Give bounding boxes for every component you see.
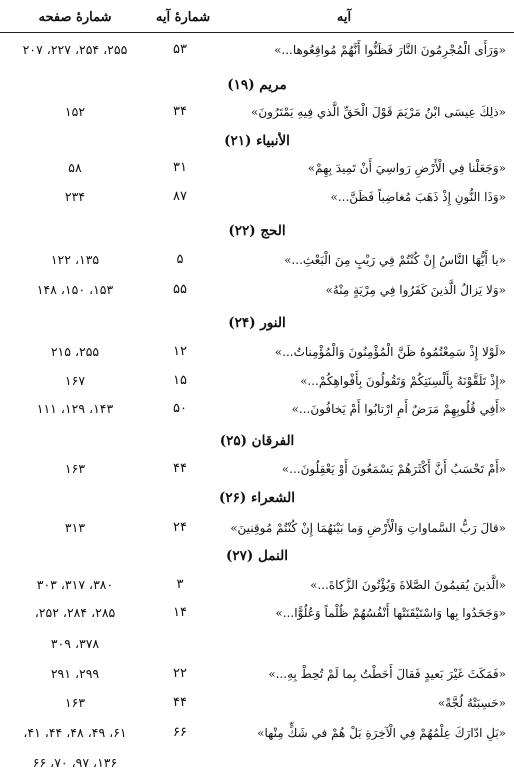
surah-heading: النور (۲۴) <box>228 315 286 331</box>
page-numbers: ۱۵۳، ۱۵۰، ۱۴۸ <box>36 282 114 297</box>
verse-text: «إِذْ تَلَقَّوْنَهُ بِأَلْسِنَتِكُمْ وَتَقُولُونَ بِأَفْواهِكُمْ...» <box>300 374 506 388</box>
table-row <box>0 573 514 597</box>
verse-number: ۶۶ <box>173 725 187 740</box>
verse-text: «قالَ رَبُّ السَّماواتِ وَالْأَرْضِ وَما بَيْنَهُمَا إِنْ كُنْتُمْ مُوقِنينَ» <box>230 521 506 535</box>
verse-text: «وَلا يَزالُ الَّذينَ كَفَرُوا فِي مِرْيَةٍ مِنْهُ» <box>325 283 506 297</box>
page-numbers: ۲۳۴ <box>64 189 86 204</box>
verse-text: «وَجَحَدُوا بِها وَاسْتَيْقَنَتْها أَنْفُسُهُمْ ظُلْماً وَعُلُوًّا...» <box>275 606 506 620</box>
table-row <box>0 185 514 209</box>
surah-heading: الشعراء (۲۶) <box>219 490 295 506</box>
table-row <box>0 662 514 686</box>
table-row-continuation <box>0 751 514 775</box>
header-verse-number: شمارهٔ آیه <box>155 10 211 25</box>
table-row <box>0 340 514 364</box>
page-numbers: ۱۶۳ <box>64 461 86 476</box>
header-page-number: شمارهٔ صفحه <box>38 10 112 25</box>
verse-number: ۳۱ <box>173 160 187 175</box>
verse-number: ۵۳ <box>173 42 187 57</box>
table-row <box>0 38 514 62</box>
verse-number: ۱۴ <box>173 605 187 620</box>
verse-number: ۱۲ <box>173 344 187 359</box>
surah-heading: مريم (۱۹) <box>227 77 287 93</box>
table-row <box>0 278 514 302</box>
verse-number: ۳۴ <box>173 104 187 119</box>
table-row <box>0 516 514 540</box>
verse-text: «وَرَأَى الْمُجْرِمُونَ النَّارَ فَظَنُّوا أَنَّهُمْ مُواقِعُوها...» <box>274 43 506 57</box>
page-numbers: ۲۵۵، ۲۵۴، ۲۲۷، ۲۰۷ <box>22 42 128 57</box>
verse-text: «لَوْلا إِذْ سَمِعْتُمُوهُ ظَنَّ الْمُؤْمِنُونَ وَالْمُؤْمِناتُ...» <box>274 345 506 359</box>
page-numbers: ۱۵۲ <box>64 104 86 119</box>
page-numbers: ۳۱۳ <box>64 520 86 535</box>
table-row <box>0 721 514 745</box>
verse-number: ۵۵ <box>173 282 187 297</box>
surah-heading: الأنبياء (۲۱) <box>224 133 290 149</box>
table-row <box>0 397 514 421</box>
table-row-continuation <box>0 632 514 656</box>
surah-heading: الفرقان (۲۵) <box>219 433 295 449</box>
table-row <box>0 691 514 715</box>
table-row <box>0 100 514 124</box>
verse-text: «أَفِي قُلُوبِهِمْ مَرَضٌ أَمِ ارْتابُوا أَمْ يَخافُونَ...» <box>291 402 506 416</box>
verse-number: ۸۷ <box>173 189 187 204</box>
verse-text: «الَّذينَ يُقيمُونَ الصَّلاةَ وَيُؤْتُونَ الزَّكاةَ...» <box>310 578 506 592</box>
verse-text: «بَلِ ادّارَكَ عِلْمُهُمْ فِي الْآخِرَةِ بَلْ هُمْ في شَكٍّ مِنْها» <box>257 726 506 740</box>
page-numbers: ۱۳۵، ۱۲۲ <box>50 252 100 267</box>
verse-text: «يا أَيُّهَا النَّاسُ إِنْ كُنْتُمْ فِي رَيْبٍ مِنَ الْبَعْثِ...» <box>284 253 506 267</box>
verse-number: ۵ <box>176 252 184 267</box>
verse-text: «أَمْ تَحْسَبُ أَنَّ أَكْثَرَهُمْ يَسْمَعُونَ أَوْ يَعْقِلُونَ...» <box>281 462 506 476</box>
page-numbers: ۲۵۵، ۲۱۵ <box>50 344 100 359</box>
verse-text: «ذلِكَ عِيسَى ابْنُ مَرْيَمَ قَوْلَ الْحَقِّ الَّذي فِيهِ يَمْتَرُونَ» <box>251 105 506 119</box>
page-numbers: ۲۸۵، ۲۸۴، ۲۵۲، <box>34 605 116 620</box>
page-numbers: ۳۷۸، ۳۰۹ <box>50 636 100 651</box>
page-numbers: ۶۱، ۴۹، ۴۸، ۴۴، ۴۱، <box>23 725 127 740</box>
verse-text: «حَسِبَتْهُ لُجَّةً» <box>437 696 506 710</box>
verse-text: «وَجَعَلْنا فِي الْأَرْضِ رَواسِيَ أَنْ تَمِيدَ بِهِمْ» <box>307 161 506 175</box>
verse-number: ۴۴ <box>173 461 187 476</box>
verse-number: ۲۴ <box>173 520 187 535</box>
page-numbers: ۱۶۷ <box>64 373 86 388</box>
header-verse-text: آیه <box>336 10 352 25</box>
table-row <box>0 601 514 625</box>
page-numbers: ۱۶۳ <box>64 695 86 710</box>
table-row <box>0 369 514 393</box>
verse-text: «وَذَا النُّونِ إِذْ ذَهَبَ مُغاضِباً فَظَنَّ...» <box>330 190 506 204</box>
table-header <box>0 6 514 30</box>
verse-number: ۵۰ <box>173 401 187 416</box>
verse-number: ۳ <box>176 577 184 592</box>
page-numbers: ۱۴۳، ۱۲۹، ۱۱۱ <box>36 401 114 416</box>
verse-number: ۱۵ <box>173 373 187 388</box>
page-numbers: ۳۸۰، ۳۱۷، ۳۰۳ <box>36 577 114 592</box>
surah-heading: النمل (۲۷) <box>226 548 288 564</box>
verse-number: ۲۲ <box>173 666 187 681</box>
table-row <box>0 156 514 180</box>
page-numbers: ۵۸ <box>68 160 82 175</box>
table-row <box>0 248 514 272</box>
page-numbers: ۲۹۹، ۲۹۱ <box>50 666 100 681</box>
verse-number: ۴۴ <box>173 695 187 710</box>
page-numbers: ۱۳۶، ۹۷، ۷۰، ۶۶ <box>32 755 118 770</box>
header-rule <box>0 32 514 33</box>
surah-heading: الحج (۲۲) <box>228 223 286 239</box>
verse-text: «فَمَكَثَ غَيْرَ بَعيدٍ فَقالَ أَحَطْتُ بِما لَمْ تُحِطْ بِهِ...» <box>268 667 506 681</box>
table-row <box>0 457 514 481</box>
